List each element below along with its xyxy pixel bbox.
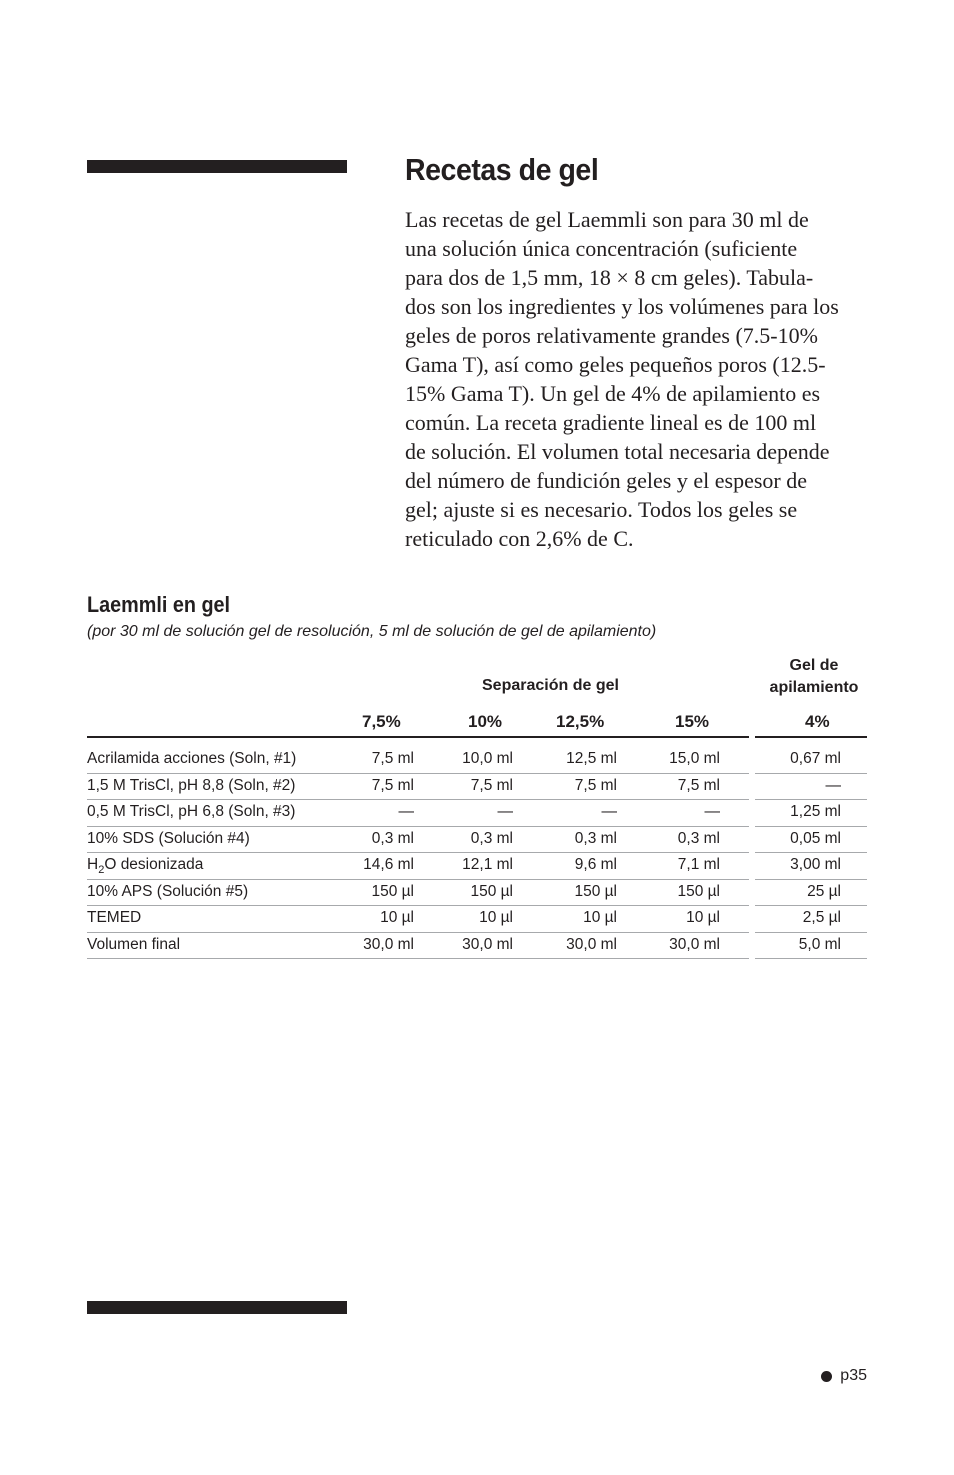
table-cell: 15,0 ml [669,750,720,767]
row-label-text: TEMED [87,909,142,926]
column-header: 12,5% [556,712,605,731]
table-cell: 150 µl [371,883,414,900]
row-label [87,775,295,797]
table-cell: 150 µl [677,883,720,900]
table-cell: 10 µl [686,909,720,926]
row-divider [755,958,867,959]
row-divider [755,826,867,827]
table-cell: 0,3 ml [574,830,617,847]
intro-line: reticulado con 2,6% de C. [405,526,634,551]
page-number: p35 [840,1367,867,1384]
table-cell: 2,5 µl [802,909,841,926]
table-cell: 7,5 ml [574,777,617,794]
table-cell: 7,5 ml [470,777,513,794]
row-label [87,881,248,903]
separating-gel-header: Separación de gel [482,677,619,694]
row-divider [755,905,867,906]
row-divider [87,773,749,774]
row-label [87,828,250,850]
row-label [87,934,180,956]
intro-line: dos son los ingredientes y los volúmenes para los [405,294,839,319]
intro-line: geles de poros relativamente grandes (7.5-10% [405,323,818,348]
table-cell: 7,5 ml [371,750,414,767]
row-divider [755,773,867,774]
table-cell: 0,05 ml [790,830,841,847]
table-cell: 10 µl [479,909,513,926]
table-cell: 0,3 ml [677,830,720,847]
row-divider [87,932,749,933]
intro-line: Gama T), así como geles pequeños poros (12.5- [405,352,826,377]
table-cell: 150 µl [470,883,513,900]
row-label-text: 10% APS (Solución #5) [87,883,249,900]
column-header: 7,5% [362,712,401,731]
stacking-gel-header [758,655,870,699]
row-divider [87,799,749,800]
table-cell: 7,1 ml [677,856,720,873]
page-footer [821,1367,867,1385]
row-divider [87,879,749,880]
table-cell: 0,3 ml [470,830,513,847]
column-header: 4% [805,712,830,731]
row-divider [755,852,867,853]
stacking-header-line: apilamiento [769,679,859,696]
section-title: Laemmli en gel [87,592,231,617]
table-cell: 5,0 ml [798,936,841,953]
table-cell: 0,3 ml [371,830,414,847]
table-cell: 30,0 ml [462,936,513,953]
row-label-text: 1,5 M TrisCl, pH 8,8 (Soln, #2) [87,777,296,794]
table-cell: 14,6 ml [363,856,414,873]
table-cell: 25 µl [807,883,841,900]
section-subtitle: (por 30 ml de solución gel de resolución, 5 ml de solución de gel de apilamiento) [87,623,657,640]
page-title: Recetas de gel [405,152,599,187]
row-label-text: O desionizada [104,856,204,873]
row-label [87,801,295,823]
row-label-subscript: 2 [98,864,105,877]
table-cell: 3,00 ml [790,856,841,873]
column-header: 15% [675,712,710,731]
row-divider [87,852,749,853]
table-cell: 10 µl [583,909,617,926]
intro-line: gel; ajuste si es necesario. Todos los geles se [405,497,798,522]
table-cell: 30,0 ml [566,936,617,953]
table-cell: — [704,803,720,820]
decorative-rule-bottom [87,1301,347,1314]
row-divider [755,879,867,880]
intro-line: del número de fundición geles y el espesor de [405,468,807,493]
table-cell: — [497,803,513,820]
table-cell: — [825,777,841,794]
row-divider [755,932,867,933]
table-cell: 150 µl [574,883,617,900]
row-label [87,748,296,770]
stacking-header-line: Gel de [789,657,839,674]
table-cell: 30,0 ml [669,936,720,953]
row-label [87,907,141,929]
intro-line: común. La receta gradiente lineal es de 100 ml [405,410,817,435]
table-cell: 10,0 ml [462,750,513,767]
row-label [87,854,203,876]
table-cell: 7,5 ml [371,777,414,794]
table-cell: 30,0 ml [363,936,414,953]
intro-line: una solución única concentración (suficiente [405,236,798,261]
row-divider [87,905,749,906]
table-cell: — [398,803,414,820]
row-divider [87,958,749,959]
bullet-icon [821,1371,832,1382]
table-cell: 1,25 ml [790,803,841,820]
column-header: 10% [468,712,503,731]
table-cell: 0,67 ml [790,750,841,767]
row-label-text: 0,5 M TrisCl, pH 6,8 (Soln, #3) [87,803,296,820]
table-cell: 12,1 ml [462,856,513,873]
header-rule [755,736,867,738]
table-cell: — [601,803,617,820]
row-label-text: Volumen final [87,936,181,953]
row-divider [755,799,867,800]
intro-line: Las recetas de gel Laemmli son para 30 ml de [405,207,809,232]
header-rule [87,736,749,738]
row-label-text: Acrilamida acciones (Soln, #1) [87,750,297,767]
row-divider [87,826,749,827]
intro-line: para dos de 1,5 mm, 18 × 8 cm geles). Tabula- [405,265,814,290]
table-cell: 9,6 ml [574,856,617,873]
table-cell: 7,5 ml [677,777,720,794]
row-label-text: 10% SDS (Solución #4) [87,830,250,847]
intro-line: 15% Gama T). Un gel de 4% de apilamiento es [405,381,821,406]
row-label-text: H [87,856,99,873]
table-cell: 12,5 ml [566,750,617,767]
intro-line: de solución. El volumen total necesaria depende [405,439,830,464]
table-cell: 10 µl [380,909,414,926]
